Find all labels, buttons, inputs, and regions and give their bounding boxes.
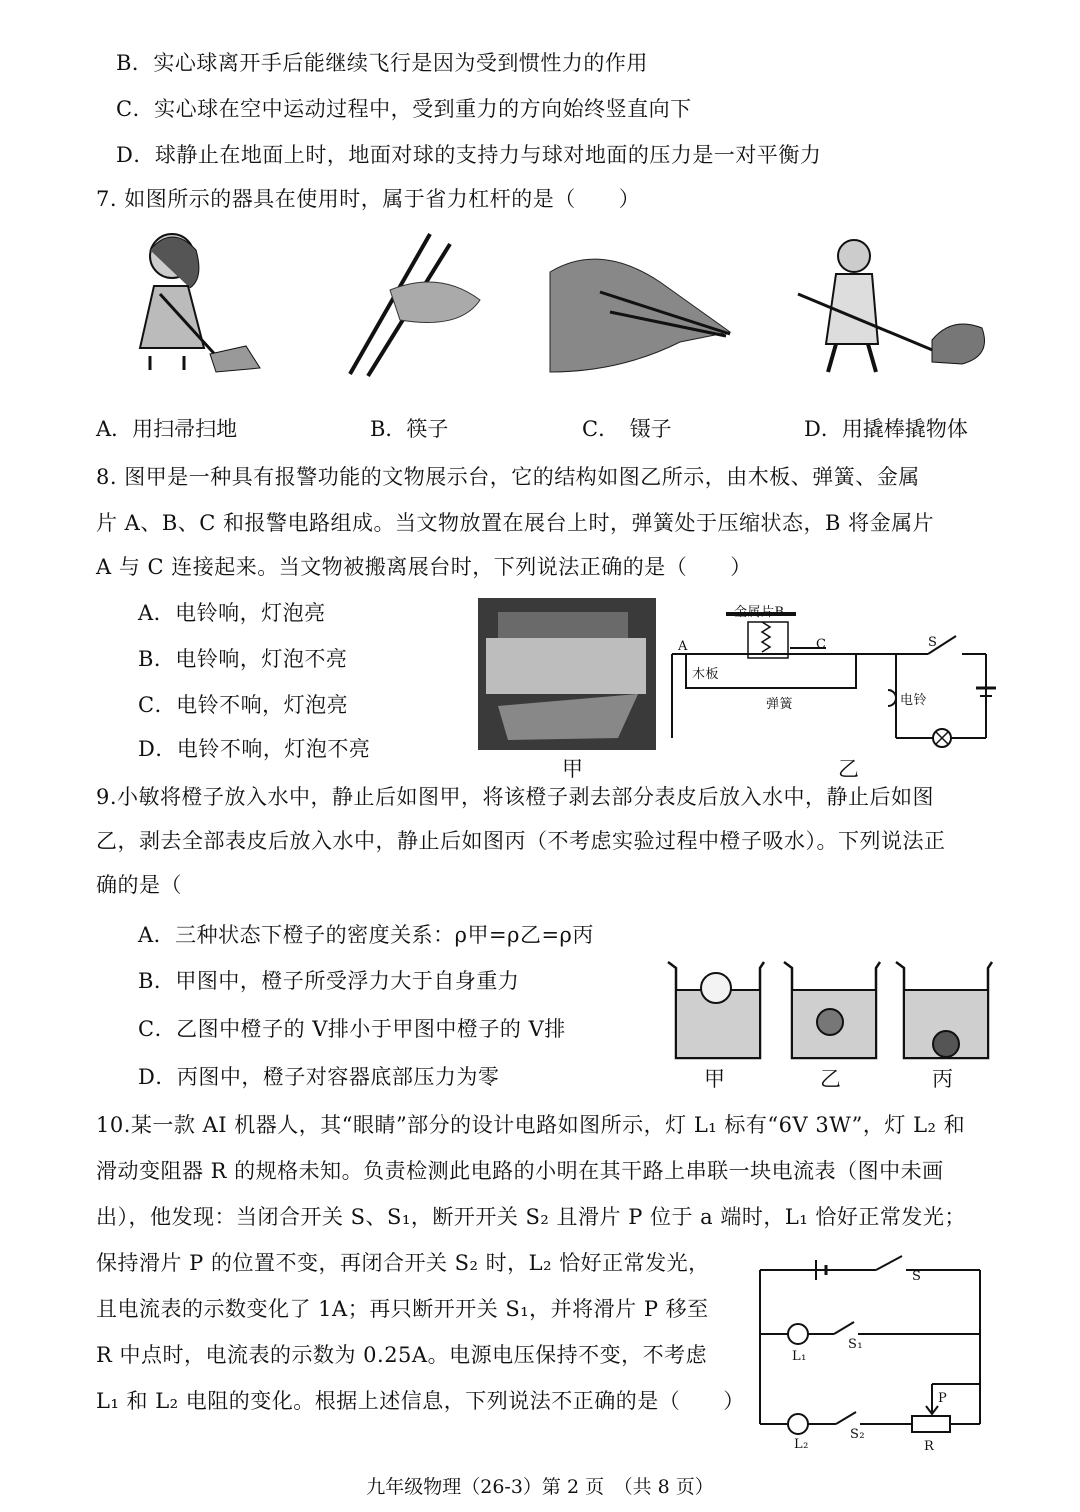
q8-label-board: 木板 — [692, 667, 720, 682]
q9-caption-jia: 甲 — [704, 1067, 725, 1091]
q8-label-switch-s: S — [928, 635, 938, 650]
q10-stem-line5: 且电流表的示数变化了 1A；再只断开开关 S₁，并将滑片 P 移至 — [96, 1297, 709, 1321]
q8-label-metal-b: 金属片B — [734, 605, 785, 620]
q10-stem-line7: L₁ 和 L₂ 电阻的变化。根据上述信息，下列说法不正确的是（ ） — [96, 1389, 745, 1413]
q7-caption-a: A．用扫帚扫地 — [96, 417, 238, 441]
q8-label-spring: 弹簧 — [766, 697, 794, 712]
q8-label-c: C — [816, 637, 827, 652]
beaker-yi-figure — [780, 958, 884, 1062]
q10-stem-line2: 滑动变阻器 R 的规格未知。负责检测此电路的小明在其干路上串联一块电流表（图中未画 — [96, 1159, 944, 1183]
q8-option-b: B．电铃响，灯泡不亮 — [138, 647, 348, 671]
q9-caption-bing: 丙 — [932, 1067, 953, 1091]
q7-caption-c: C． 镊子 — [582, 417, 672, 441]
q8-fig-yi-label: 乙 — [838, 757, 859, 781]
crowbar-man-image — [792, 232, 992, 382]
q8-option-c: C．电铃不响，灯泡亮 — [138, 693, 349, 717]
q9-option-a: A．三种状态下橙子的密度关系：ρ甲=ρ乙=ρ丙 — [138, 923, 594, 947]
q10-label-s1: S₁ — [848, 1337, 864, 1352]
tweezers-image — [540, 232, 740, 382]
q8-label-bell: 电铃 — [900, 693, 928, 708]
page-footer: 九年级物理（26-3）第 2 页 （共 8 页） — [366, 1476, 714, 1498]
q9-option-b: B．甲图中，橙子所受浮力大于自身重力 — [138, 969, 520, 993]
q10-label-l2: L₂ — [794, 1437, 809, 1452]
q10-label-r: R — [924, 1439, 935, 1454]
beaker-bing-figure — [892, 958, 996, 1062]
chopsticks-image — [330, 230, 490, 380]
q8-stem-line1: 8. 图甲是一种具有报警功能的文物展示台，它的结构如图乙所示，由木板、弹簧、金属 — [96, 465, 920, 489]
q6-option-d: D．球静止在地面上时，地面对球的支持力与球对地面的压力是一对平衡力 — [116, 143, 822, 167]
q6-option-c: C．实心球在空中运动过程中，受到重力的方向始终竖直向下 — [116, 97, 692, 121]
q9-stem-line3: 确的是（ — [96, 873, 182, 897]
q10-stem-line1: 10.某一款 AI 机器人，其“眼睛”部分的设计电路如图所示，灯 L₁ 标有“6V 3W”，灯 L₂ 和 — [96, 1113, 966, 1137]
q9-caption-yi: 乙 — [820, 1067, 841, 1091]
q8-stem-line2: 片 A、B、C 和报警电路组成。当文物放置在展台上时，弹簧处于压缩状态，B 将金属片 — [96, 511, 935, 535]
q8-option-a: A．电铃响，灯泡亮 — [138, 601, 326, 625]
q8-option-d: D．电铃不响，灯泡不亮 — [138, 737, 371, 761]
q10-label-s: S — [912, 1269, 922, 1284]
display-stand-photo — [478, 598, 656, 750]
q10-label-s2: S₂ — [850, 1427, 866, 1442]
q10-stem-line6: R 中点时，电流表的示数为 0.25A。电源电压保持不变，不考虑 — [96, 1343, 708, 1367]
q10-stem-line3: 出），他发现：当闭合开关 S、S₁，断开开关 S₂ 且滑片 P 位于 a 端时，L₁ 恰好正常发光； — [96, 1205, 966, 1229]
q9-stem-line1: 9.小敏将橙子放入水中，静止后如图甲，将该橙子剥去部分表皮后放入水中，静止后如图 — [96, 785, 935, 809]
broom-girl-image — [120, 228, 280, 378]
q9-option-d: D．丙图中，橙子对容器底部压力为零 — [138, 1065, 500, 1089]
q7-stem: 7. 如图所示的器具在使用时，属于省力杠杆的是（ ） — [96, 187, 641, 211]
q10-label-l1: L₁ — [792, 1349, 807, 1364]
q10-stem-line4: 保持滑片 P 的位置不变，再闭合开关 S₂ 时，L₂ 恰好正常发光， — [96, 1251, 710, 1275]
q7-caption-b: B．筷子 — [370, 417, 449, 441]
q6-option-b: B．实心球离开手后能继续飞行是因为受到惯性力的作用 — [116, 51, 648, 75]
q9-stem-line2: 乙，剥去全部表皮后放入水中，静止后如图丙（不考虑实验过程中橙子吸水）。下列说法正 — [96, 829, 946, 853]
q10-label-p: P — [938, 1391, 948, 1406]
q9-option-c: C．乙图中橙子的 V排小于甲图中橙子的 V排 — [138, 1017, 566, 1041]
q10-circuit-diagram — [750, 1254, 990, 1454]
q8-stem-line3: A 与 C 连接起来。当文物被搬离展台时，下列说法正确的是（ ） — [96, 555, 752, 579]
beaker-jia-figure — [664, 958, 768, 1062]
q7-caption-d: D．用撬棒撬物体 — [804, 417, 968, 441]
q8-label-a: A — [678, 639, 688, 654]
q8-fig-jia-label: 甲 — [562, 757, 583, 781]
